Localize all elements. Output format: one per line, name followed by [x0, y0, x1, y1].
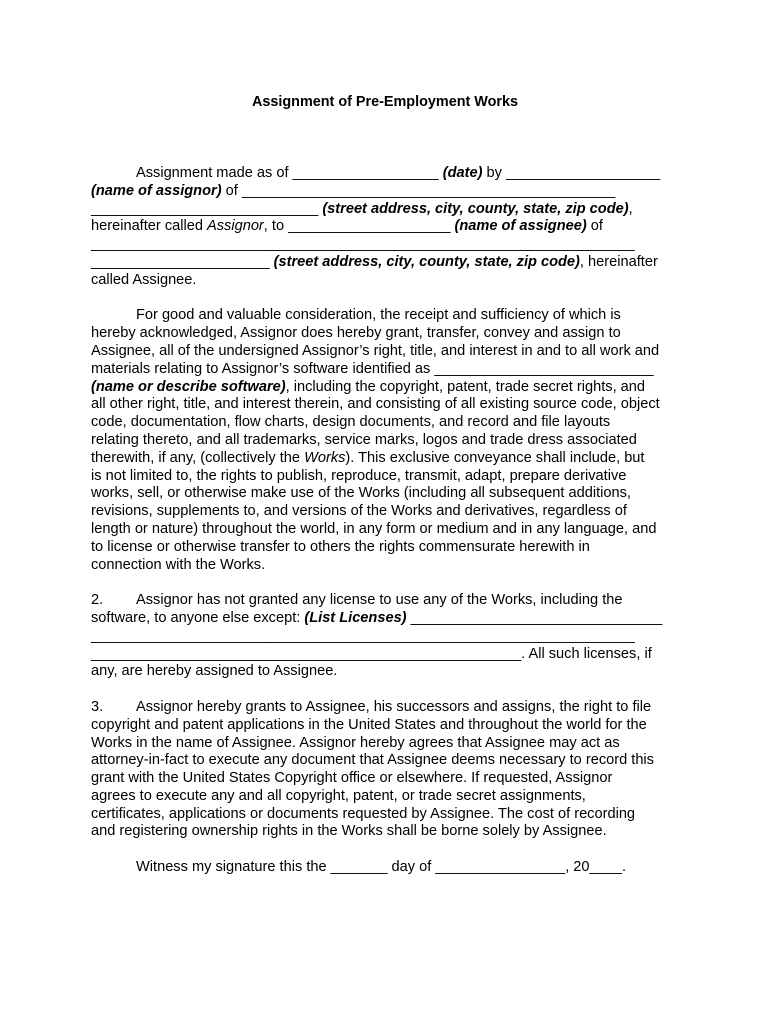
p1-line: code, documentation, flow charts, design documents, and record and file layouts — [91, 414, 611, 431]
works-term: Works — [304, 449, 346, 466]
assignor-field-label: (name of assignor) — [91, 182, 222, 199]
p3-line: certificates, applications or documents requested by Assignee. The cost of recording — [91, 805, 636, 822]
p2-number: 2. — [91, 592, 104, 609]
paragraph-gap — [91, 681, 681, 699]
intro-line: ___________________________________________________________________ — [91, 236, 635, 253]
p2-line — [91, 610, 681, 628]
intro-text: ____________________________ — [91, 200, 323, 217]
intro-line — [91, 218, 681, 236]
p1-line: connection with the Works. — [91, 556, 266, 573]
licenses-field-label: (List Licenses) — [304, 609, 407, 626]
p3-line: Works in the name of Assignee. Assignor hereby agrees that Assignee may act as — [91, 734, 620, 751]
p1-text: ). This exclusive conveyance shall include, but — [345, 449, 645, 466]
p1-line: works, sell, or otherwise make use of the Works (including all subsequent additions, — [91, 485, 631, 502]
intro-text: by ___________________ — [482, 165, 661, 181]
p1-line: all other right, title, and interest therein, and consisting of all existing source code, object — [91, 396, 660, 413]
p1-text: , including the copyright, patent, trade secret rights, and — [285, 378, 646, 395]
p1-line: materials relating to Assignor’s software identified as ___________________________ — [91, 360, 654, 377]
p1-line: For good and valuable consideration, the receipt and sufficiency of which is — [136, 307, 621, 324]
p1-line: length or nature) throughout the world, in any form or medium and in any language, and — [91, 520, 657, 537]
p1-line: to license or otherwise transfer to others the rights commensurate herewith in — [91, 538, 590, 555]
paragraph-3 — [91, 699, 681, 841]
paragraph-gap — [91, 290, 681, 308]
p2-line: ___________________________________________________________________ — [91, 627, 635, 644]
intro-text: of — [586, 218, 603, 235]
assignee-field-label: (name of assignee) — [454, 218, 587, 235]
p3-line: attorney-in-fact to execute any document that Assignee deems necessary to record this — [91, 752, 654, 769]
intro-text: , hereinafter — [579, 253, 658, 270]
p1-line: Assignee, all of the undersigned Assignor’s right, title, and interest in and to all work and — [91, 342, 660, 359]
p1-line — [91, 450, 681, 468]
p3-number: 3. — [91, 698, 104, 715]
p1-line: is not limited to, the rights to publish, reproduce, transmit, adapt, prepare derivative — [91, 467, 627, 484]
p1-line: relating thereto, and all trademarks, service marks, logos and trade dress associated — [91, 431, 637, 448]
paragraph-1 — [91, 307, 681, 574]
intro-line: called Assignee. — [91, 271, 197, 288]
p3-line: agrees to execute any and all copyright, patent, or trade secret assignments, — [91, 787, 586, 804]
p3-line: and registering ownership rights in the Works shall be borne solely by Assignee. — [91, 823, 607, 840]
intro-line — [91, 201, 681, 219]
p2-line — [91, 592, 681, 610]
intro-text: of ______________________________________________ — [221, 182, 616, 199]
intro-paragraph — [91, 165, 681, 290]
paragraph-gap — [91, 574, 681, 592]
paragraph-gap — [91, 841, 681, 859]
p1-line — [91, 379, 681, 397]
p3-line: grant with the United States Copyright office or elsewhere. If requested, Assignor — [91, 770, 613, 787]
assignee-address-label: (street address, city, county, state, zip code) — [273, 253, 580, 270]
assignor-address-label: (street address, city, county, state, zip code) — [322, 200, 629, 217]
p2-line: any, are hereby assigned to Assignee. — [91, 663, 338, 680]
intro-line — [91, 165, 681, 183]
p3-text: Assignor hereby grants to Assignee, his successors and assigns, the right to file — [136, 698, 652, 715]
document-body — [91, 165, 681, 877]
intro-text: , — [628, 200, 633, 217]
p2-text: software, to anyone else except: — [91, 609, 305, 626]
date-field-label: (date) — [442, 165, 483, 181]
intro-text: , to ____________________ — [263, 218, 455, 235]
p2-text: Assignor has not granted any license to use any of the Works, including the — [136, 592, 623, 609]
p2-text: _______________________________ — [406, 609, 663, 626]
intro-line — [91, 183, 681, 201]
witness-line: Witness my signature this the _______ day of ________________, 20____. — [136, 859, 627, 876]
intro-text: hereinafter called — [91, 218, 208, 235]
p2-line: _____________________________________________________. All such licenses, if — [91, 645, 652, 662]
software-field-label: (name or describe software) — [91, 378, 286, 395]
document-title: Assignment of Pre-Employment Works — [251, 94, 518, 110]
p1-line: hereby acknowledged, Assignor does hereby grant, transfer, convey and assign to — [91, 325, 621, 342]
p3-line: copyright and patent applications in the United States and throughout the world for the — [91, 716, 647, 733]
intro-text: Assignment made as of __________________ — [136, 165, 443, 181]
p1-text: therewith, if any, (collectively the — [91, 449, 305, 466]
p1-line: revisions, supplements to, and versions of the Works and derivatives, regardless of — [91, 503, 627, 520]
intro-text: ______________________ — [91, 253, 274, 270]
p3-line — [91, 699, 681, 717]
assignor-term: Assignor — [207, 218, 264, 235]
intro-line — [91, 254, 681, 272]
paragraph-2 — [91, 592, 681, 681]
